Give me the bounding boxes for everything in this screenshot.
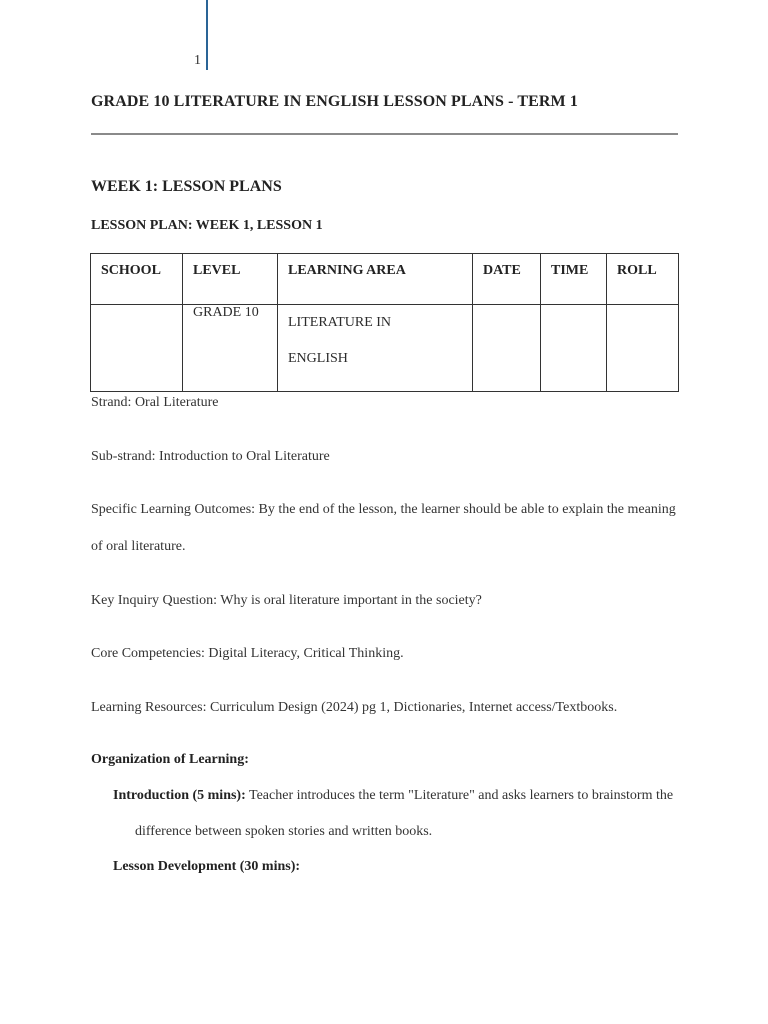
lesson-info-table bbox=[90, 253, 679, 392]
key-inquiry-question-field: Key Inquiry Question: Why is oral literature important in the society? bbox=[91, 593, 482, 608]
cell-learning-area bbox=[278, 305, 473, 392]
introduction-text: Teacher introduces the term "Literature" and asks learners to brainstorm the difference between spoken stories and written books. bbox=[135, 788, 674, 839]
introduction-label: Introduction (5 mins): bbox=[113, 788, 246, 803]
learning-area-line1: LITERATURE IN bbox=[288, 315, 392, 330]
week-heading: WEEK 1: LESSON PLANS bbox=[91, 178, 282, 195]
cell-level: GRADE 10 bbox=[183, 305, 278, 392]
cell-school bbox=[91, 305, 183, 392]
lesson-development-heading: Lesson Development (30 mins): bbox=[113, 859, 301, 874]
core-competencies-field: Core Competencies: Digital Literacy, Critical Thinking. bbox=[91, 646, 404, 661]
learning-area-line2: ENGLISH bbox=[288, 351, 348, 366]
lesson-heading: LESSON PLAN: WEEK 1, LESSON 1 bbox=[91, 218, 323, 233]
cell-date bbox=[473, 305, 541, 392]
learning-outcomes-field: Specific Learning Outcomes: By the end of the lesson, the learner should be able to explain the meaning of oral literature. bbox=[91, 502, 676, 554]
sub-strand-field: Sub-strand: Introduction to Oral Literature bbox=[91, 449, 330, 464]
title-divider bbox=[91, 133, 678, 135]
header-roll: ROLL bbox=[607, 254, 679, 305]
document-title: GRADE 10 LITERATURE IN ENGLISH LESSON PLANS - TERM 1 bbox=[91, 93, 578, 110]
page-number: 1 bbox=[194, 53, 201, 68]
organization-heading: Organization of Learning: bbox=[91, 752, 249, 767]
learning-resources-field: Learning Resources: Curriculum Design (2024) pg 1, Dictionaries, Internet access/Textbooks. bbox=[91, 700, 618, 715]
cell-roll bbox=[607, 305, 679, 392]
page-margin-marker bbox=[206, 0, 208, 70]
header-level: LEVEL bbox=[183, 254, 278, 305]
strand-field: Strand: Oral Literature bbox=[91, 395, 219, 410]
table-header-row bbox=[91, 254, 679, 305]
header-school: SCHOOL bbox=[91, 254, 183, 305]
header-date: DATE bbox=[473, 254, 541, 305]
header-time: TIME bbox=[541, 254, 607, 305]
header-learning-area: LEARNING AREA bbox=[278, 254, 473, 305]
cell-time bbox=[541, 305, 607, 392]
introduction-paragraph bbox=[113, 778, 680, 850]
table-row bbox=[91, 305, 679, 392]
